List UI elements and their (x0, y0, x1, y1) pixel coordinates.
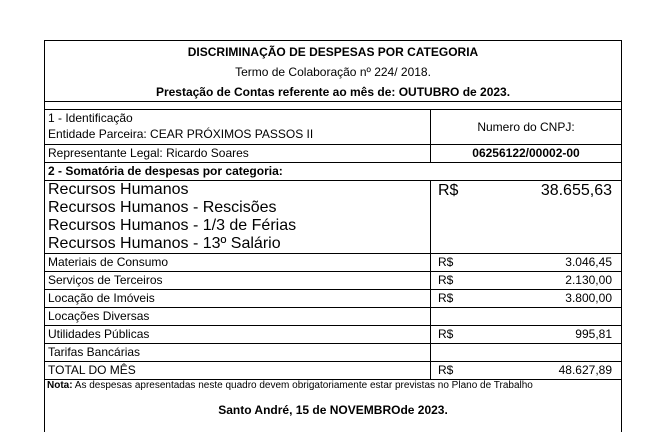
footnote-text: As despesas apresentadas neste quadro devem obrigatoriamente estar previstas no Plano de Trabalho (72, 380, 533, 391)
expense-label: Serviços de Terceiros (45, 272, 431, 289)
expense-row (45, 326, 621, 344)
total-value (431, 362, 621, 379)
human-resources-labels (45, 181, 431, 253)
currency-symbol: R$ (438, 273, 454, 287)
expense-amount: 2.130,00 (565, 273, 612, 287)
currency-symbol: R$ (438, 291, 454, 305)
identification-cell (45, 110, 431, 144)
expense-label: Utilidades Públicas (45, 326, 431, 343)
currency-symbol: R$ (438, 182, 459, 199)
human-resources-value (431, 181, 621, 253)
expense-amount: 38.655,63 (540, 182, 612, 199)
expense-amount: 3.800,00 (565, 291, 612, 305)
expense-amount: 995,81 (575, 327, 612, 341)
legal-representative: Representante Legal: Ricardo Soares (45, 145, 431, 162)
expense-value (431, 308, 621, 325)
total-row (45, 362, 621, 380)
sheet-title: DISCRIMINAÇÃO DE DESPESAS POR CATEGORIA (187, 45, 479, 59)
expense-value (431, 290, 621, 307)
expense-sheet (44, 40, 622, 432)
expense-value (431, 254, 621, 271)
identification-row (45, 110, 621, 145)
spacer-row (45, 102, 621, 110)
expense-value (431, 344, 621, 361)
expense-label: Recursos Humanos - 13º Salário (48, 235, 281, 252)
partner-entity: Entidade Parceira: CEAR PRÓXIMOS PASSOS II (48, 127, 314, 141)
representative-row (45, 145, 621, 163)
footnote-prefix: Nota: (47, 380, 73, 391)
expense-row (45, 344, 621, 362)
total-amount: 48.627,89 (558, 363, 612, 377)
expense-row (45, 272, 621, 290)
collaboration-term: Termo de Colaboração nº 224/ 2018. (235, 65, 431, 79)
expense-label: Tarifas Bancárias (45, 344, 431, 361)
expense-label: Recursos Humanos - Rescisões (48, 199, 277, 216)
expense-row (45, 308, 621, 326)
expense-row (45, 254, 621, 272)
expense-amount: 3.046,45 (565, 255, 612, 269)
expense-label: Locações Diversas (45, 308, 431, 325)
expense-label: Recursos Humanos - 1/3 de Férias (48, 217, 297, 234)
cnpj-value: 06256122/00002-00 (472, 146, 580, 160)
expense-label: Locação de Imóveis (45, 290, 431, 307)
sheet-header (45, 41, 621, 102)
human-resources-group (45, 181, 621, 254)
expense-row (45, 290, 621, 308)
identification-section-label: 1 - Identificação (48, 111, 133, 125)
expense-label: Recursos Humanos (48, 181, 189, 198)
expense-label: Materiais de Consumo (45, 254, 431, 271)
total-label: TOTAL DO MÊS (45, 362, 431, 379)
cnpj-label: Numero do CNPJ: (477, 120, 575, 134)
expenses-section-label: 2 - Somatória de despesas por categoria: (45, 163, 621, 181)
footnote (45, 380, 621, 393)
reporting-period: Prestação de Contas referente ao mês de: OUTUBRO de 2023. (155, 85, 511, 99)
expense-value (431, 326, 621, 343)
place-and-date: Santo André, 15 de NOVEMBROde 2023. (218, 403, 448, 417)
expense-value (431, 272, 621, 289)
currency-symbol: R$ (438, 363, 454, 377)
currency-symbol: R$ (438, 327, 454, 341)
currency-symbol: R$ (438, 255, 454, 269)
